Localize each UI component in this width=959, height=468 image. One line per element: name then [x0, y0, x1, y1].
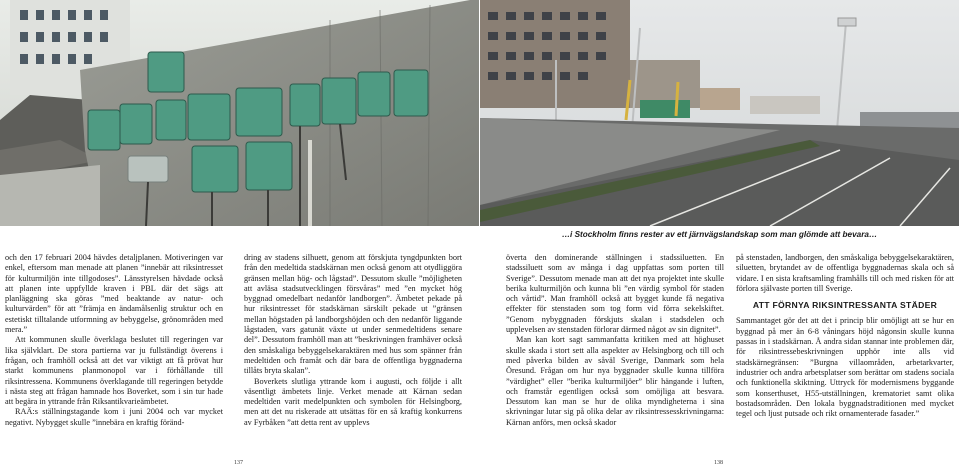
text-column-2	[244, 253, 462, 428]
text-column-4	[736, 253, 954, 419]
paragraph: Man kan kort sagt sammanfatta kritiken med att höghuset skulle skada i stort sett alla aspekter av Helsingborg och till och med påverka bilden av såväl Sverige, Danmark som hela Öresund. Frågan om hur nya byggnader skulle kunna tillföra ”värdighet” eller ”berika kulturmiljöer” blir hängande i luften, och framstår egentligen också som omöjliga att besvara. Dessutom kan man se hur de olika myndigheterna i sina skrivningar lutar sig på olika delar av riksintressesskrivningarna: Kärnan anförs, men också skador	[506, 335, 724, 427]
text-column-1	[5, 253, 223, 428]
paragraph: Att kommunen skulle överklaga beslutet till regeringen var lika självklart. De stora partierna var ju fullständigt överens i frågan, och framhöll också att det var viktigt att få prövat hur starkt kommunens planmonopol var i förhållande till riksintressena. Kommunens överklagande till regeringen betydde i nästa steg att frågan hamnade hos Boverket, som i sin tur hade att begära in yttrande från Riksantikvarieämbetet.	[5, 335, 223, 407]
photo-electrical-boxes-wall	[0, 0, 479, 226]
photo-caption: …i Stockholm finns rester av ett järnvägslandskap som man glömde att bevara…	[561, 230, 878, 239]
paragraph: och den 17 februari 2004 hävdes detaljplanen. Motiveringen var enkel, eftersom man menade att planen ”innebär att riksintresset för kulturmiljön inte tillgodoses”. Länsstyrelsen hävdade också att planen inte uppfyllde kraven i PBL där det sägs att planläggning ska göras ”med beaktande av natur- och kulturvärden” för att ”främja en ändamålsenlig struktur och en estetiskt tilltalande utformning av bebyggelse, grönområden med mera.”	[5, 253, 223, 335]
paragraph: dring av stadens silhuett, genom att förskjuta tyngdpunkten bort från den medeltida stadskärnan men också genom att otydliggöra gränsen mellan hög- och lågstad”. Dessutom skulle ”möjligheten att avläsa stadsutvecklingen försvåras” med ”en mycket hög byggnad omedelbart nedanför landborgen”. Ämbetet pekade på hur riksintresset för stadskärnan särskilt pekade ut ”gränsen mellan högstaden på landborgshöjden och den nedanför liggande lågstaden, vars gatunät växte ut under senmedeltidens senare del”. Dessutom framhöll man att ”beskrivningen framhäver också den småskaliga bebyggelsekaraktären med hus som spänner från medeltiden och framåt och där bara de offentliga byggnaderna tillåts bryta skalan”.	[244, 253, 462, 376]
paragraph: RAÄ:s ställningstagande kom i juni 2004 och var mycket negativt. Nybygget skulle ”innebära en kraftig föränd-	[5, 407, 223, 427]
section-heading: ATT FÖRNYA RIKSINTRESSANTA STÄDER	[752, 300, 938, 311]
text-column-3	[506, 253, 724, 428]
electrical-boxes-illustration	[0, 0, 479, 226]
paragraph: på stenstaden, landborgen, den småskaliga bebyggelsekaraktären, siluetten, brytandet av de offentliga byggnadernas skala och så vidare. I en sista kraftsamling framhålls till och med risken för att förlora självaste porten till Sverige.	[736, 253, 954, 293]
photo-parking-lot	[480, 0, 959, 226]
paragraph: Sammantaget gör det att det i princip blir omöjligt att se hur en byggnad på mer än 6-8 våningars höjd någonsin skulle kunna passas in i stadskärnan. Å andra sidan stannar inte problemen där, för riksintressebeskrivningen upphör inte alls vid stadskärnegränsen: ”Burgna villaområden, arbetarkvarter, industrier och andra arbetsplatser som berättar om stadens sociala och funktionella skiktning. Uttryck för modernismens byggande som konserthuset, H55-utställningen, krematoriet samt olika bostadsområden. Den lokala byggnadstraditionen med mycket tegel och ljust putsade och rikt ornamenterade fasader.”	[736, 316, 954, 419]
paragraph: överta den dominerande ställningen i stadssiluetten. En stadssiluett som av många i dag uppfattas som porten till Sverige”. Dessutom menade man att det nya projektet inte skulle berika kulturmiljön och kunna bli ”en värdig symbol för staden och vårtid”. Man framhöll också att bygget kunde få negativa effekter för stenstaden som tog form vid förra sekelskiftet. ”Genom nybyggnaden förskjuts skalan i stadsdelen och upplevelsen av stenstaden förlorar därmed något av sin dignitet”.	[506, 253, 724, 335]
parking-lot-illustration	[480, 0, 959, 226]
page-number-left: 137	[234, 460, 243, 466]
page-number-right: 138	[714, 460, 723, 466]
paragraph: Boverkets slutliga yttrande kom i augusti, och följde i allt väsentligt ämbetets linje. Verket menade att Kärnan sedan medeltiden varit medelpunkten och symbolen för Helsingborg, men att det nu riskerade att utsättas för en så kraftig konkurrens av Fyrbåken ”att detta rent av upplevs	[244, 376, 462, 427]
